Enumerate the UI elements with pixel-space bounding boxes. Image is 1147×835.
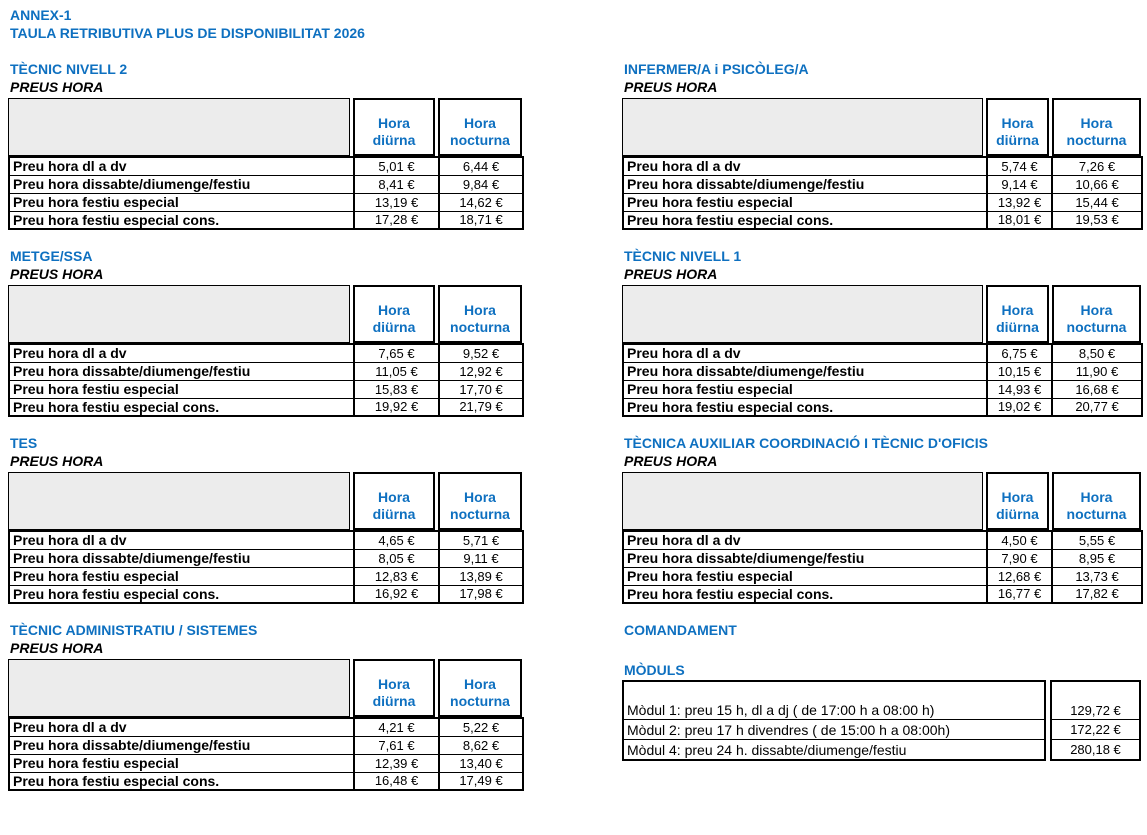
row-label: Preu hora dissabte/diumenge/festiu	[623, 549, 987, 567]
modul-label: Mòdul 2: preu 17 h divendres ( de 15:00 h a 08:00h)	[624, 719, 1044, 739]
col-header-hora-diurna: Hora diürna	[986, 98, 1049, 156]
value-diurna: 13,92 €	[987, 193, 1052, 211]
value-nocturna: 8,62 €	[439, 736, 523, 754]
price-table-section	[622, 60, 1141, 230]
annex-title: ANNEX-1	[10, 7, 72, 23]
table-row	[9, 362, 523, 380]
table-row	[9, 567, 523, 585]
table-row	[623, 567, 1142, 585]
value-diurna: 13,19 €	[354, 193, 439, 211]
section-title: METGE/SSA	[10, 248, 93, 264]
value-diurna: 19,02 €	[987, 398, 1052, 416]
table-row	[9, 175, 523, 193]
table-header-row	[8, 98, 522, 156]
header-empty-cell	[622, 472, 983, 530]
value-nocturna: 9,84 €	[439, 175, 523, 193]
section-subtitle: PREUS HORA	[624, 453, 718, 469]
row-label: Preu hora dl a dv	[623, 157, 987, 175]
section-subtitle: PREUS HORA	[10, 266, 104, 282]
price-table-body	[9, 157, 523, 229]
table-row	[9, 736, 523, 754]
value-nocturna: 9,52 €	[439, 344, 523, 362]
col-header-hora-nocturna: Hora nocturna	[438, 659, 522, 717]
price-table	[622, 530, 1143, 604]
table-row	[623, 362, 1142, 380]
table-row	[623, 549, 1142, 567]
value-nocturna: 6,44 €	[439, 157, 523, 175]
col-header-hora-diurna: Hora diürna	[986, 285, 1049, 343]
table-row	[9, 585, 523, 603]
moduls-value-column	[1050, 680, 1141, 761]
price-table-body	[9, 531, 523, 603]
table-row	[9, 380, 523, 398]
row-label: Preu hora festiu especial cons.	[623, 211, 987, 229]
col-header-hora-nocturna: Hora nocturna	[438, 285, 522, 343]
row-label: Preu hora dl a dv	[9, 718, 354, 736]
header-empty-cell	[8, 659, 350, 717]
col-header-hora-diurna: Hora diürna	[353, 659, 435, 717]
table-row	[9, 754, 523, 772]
modul-value: 280,18 €	[1052, 739, 1139, 759]
value-nocturna: 17,98 €	[439, 585, 523, 603]
table-row	[9, 549, 523, 567]
table-row	[9, 531, 523, 549]
value-nocturna: 14,62 €	[439, 193, 523, 211]
price-table	[8, 343, 524, 417]
moduls-table	[622, 680, 1141, 761]
price-table-section	[622, 434, 1141, 604]
value-nocturna: 17,70 €	[439, 380, 523, 398]
table-row	[9, 157, 523, 175]
table-header-row	[8, 659, 522, 717]
price-table-section	[622, 247, 1141, 417]
section-subtitle: PREUS HORA	[624, 266, 718, 282]
table-row	[623, 211, 1142, 229]
value-diurna: 7,90 €	[987, 549, 1052, 567]
row-label: Preu hora festiu especial cons.	[9, 772, 354, 790]
row-label: Preu hora festiu especial cons.	[623, 398, 987, 416]
table-row	[623, 157, 1142, 175]
modul-label: Mòdul 1: preu 15 h, dl a dj ( de 17:00 h a 08:00 h)	[627, 702, 935, 718]
price-table	[622, 343, 1143, 417]
price-table-section	[8, 621, 522, 791]
moduls-label-column	[622, 680, 1046, 761]
value-diurna: 4,21 €	[354, 718, 439, 736]
value-diurna: 9,14 €	[987, 175, 1052, 193]
value-nocturna: 18,71 €	[439, 211, 523, 229]
table-header-row	[622, 98, 1141, 156]
value-diurna: 15,83 €	[354, 380, 439, 398]
row-label: Preu hora festiu especial	[9, 567, 354, 585]
value-nocturna: 8,50 €	[1052, 344, 1142, 362]
value-nocturna: 17,82 €	[1052, 585, 1142, 603]
value-nocturna: 13,40 €	[439, 754, 523, 772]
col-header-hora-diurna: Hora diürna	[353, 285, 435, 343]
row-label: Preu hora dissabte/diumenge/festiu	[9, 736, 354, 754]
value-nocturna: 5,55 €	[1052, 531, 1142, 549]
comandament-title: COMANDAMENT	[624, 622, 737, 638]
table-row	[623, 193, 1142, 211]
section-title: INFERMER/A i PSICÒLEG/A	[624, 61, 809, 77]
right-column	[622, 60, 1141, 761]
value-nocturna: 12,92 €	[439, 362, 523, 380]
row-label: Preu hora festiu especial	[623, 380, 987, 398]
value-diurna: 17,28 €	[354, 211, 439, 229]
col-header-hora-nocturna: Hora nocturna	[1052, 472, 1141, 530]
table-row	[9, 344, 523, 362]
row-label: Preu hora dl a dv	[623, 531, 987, 549]
row-label: Preu hora dl a dv	[623, 344, 987, 362]
table-row	[623, 380, 1142, 398]
section-title: TÈCNIC NIVELL 2	[10, 61, 128, 77]
header-empty-cell	[8, 285, 350, 343]
row-label: Preu hora festiu especial	[9, 380, 354, 398]
value-diurna: 16,48 €	[354, 772, 439, 790]
col-header-hora-diurna: Hora diürna	[986, 472, 1049, 530]
header-empty-cell	[8, 98, 350, 156]
modul-value: 129,72 €	[1070, 703, 1121, 718]
value-diurna: 5,74 €	[987, 157, 1052, 175]
value-diurna: 8,41 €	[354, 175, 439, 193]
table-row	[9, 772, 523, 790]
value-diurna: 7,61 €	[354, 736, 439, 754]
table-row	[623, 531, 1142, 549]
table-row	[623, 344, 1142, 362]
value-diurna: 16,92 €	[354, 585, 439, 603]
left-column	[8, 60, 522, 808]
price-table-body	[9, 344, 523, 416]
value-nocturna: 7,26 €	[1052, 157, 1142, 175]
value-diurna: 14,93 €	[987, 380, 1052, 398]
price-table-body	[623, 344, 1142, 416]
row-label: Preu hora dissabte/diumenge/festiu	[9, 175, 354, 193]
row-label: Preu hora festiu especial	[9, 754, 354, 772]
section-subtitle: PREUS HORA	[624, 79, 718, 95]
value-nocturna: 5,71 €	[439, 531, 523, 549]
value-nocturna: 16,68 €	[1052, 380, 1142, 398]
moduls-title: MÒDULS	[624, 662, 685, 678]
col-header-hora-diurna: Hora diürna	[353, 98, 435, 156]
value-diurna: 10,15 €	[987, 362, 1052, 380]
table-header-row	[622, 472, 1141, 530]
value-nocturna: 8,95 €	[1052, 549, 1142, 567]
row-label: Preu hora festiu especial cons.	[9, 398, 354, 416]
value-nocturna: 20,77 €	[1052, 398, 1142, 416]
price-table-body	[623, 157, 1142, 229]
value-nocturna: 21,79 €	[439, 398, 523, 416]
value-diurna: 16,77 €	[987, 585, 1052, 603]
price-table	[8, 156, 524, 230]
row-label: Preu hora festiu especial	[623, 567, 987, 585]
value-diurna: 7,65 €	[354, 344, 439, 362]
row-label: Preu hora dissabte/diumenge/festiu	[623, 175, 987, 193]
value-diurna: 4,50 €	[987, 531, 1052, 549]
modul-value: 172,22 €	[1052, 719, 1139, 739]
section-subtitle: PREUS HORA	[10, 453, 104, 469]
section-title: TÈCNICA AUXILIAR COORDINACIÓ I TÈCNIC D'OFICIS	[624, 435, 988, 451]
section-title: TES	[10, 435, 38, 451]
table-row	[9, 211, 523, 229]
header-empty-cell	[622, 285, 983, 343]
table-row	[623, 175, 1142, 193]
value-nocturna: 13,89 €	[439, 567, 523, 585]
section-subtitle: PREUS HORA	[10, 640, 104, 656]
value-diurna: 8,05 €	[354, 549, 439, 567]
table-row	[9, 398, 523, 416]
table-row	[623, 398, 1142, 416]
value-diurna: 12,39 €	[354, 754, 439, 772]
row-label: Preu hora dissabte/diumenge/festiu	[9, 362, 354, 380]
price-table	[622, 156, 1143, 230]
col-header-hora-nocturna: Hora nocturna	[438, 98, 522, 156]
row-label: Preu hora festiu especial	[9, 193, 354, 211]
price-table-section	[8, 434, 522, 604]
row-label: Preu hora festiu especial cons.	[623, 585, 987, 603]
value-diurna: 19,92 €	[354, 398, 439, 416]
comandament-section	[622, 621, 1141, 761]
table-row	[623, 585, 1142, 603]
value-nocturna: 17,49 €	[439, 772, 523, 790]
col-header-hora-nocturna: Hora nocturna	[1052, 285, 1141, 343]
row-label: Preu hora festiu especial cons.	[9, 585, 354, 603]
doc-header	[10, 6, 365, 42]
value-nocturna: 13,73 €	[1052, 567, 1142, 585]
value-nocturna: 15,44 €	[1052, 193, 1142, 211]
col-header-hora-nocturna: Hora nocturna	[438, 472, 522, 530]
header-empty-cell	[8, 472, 350, 530]
col-header-hora-nocturna: Hora nocturna	[1052, 98, 1141, 156]
value-nocturna: 9,11 €	[439, 549, 523, 567]
value-diurna: 12,83 €	[354, 567, 439, 585]
header-empty-cell	[622, 98, 983, 156]
row-label: Preu hora dl a dv	[9, 344, 354, 362]
value-diurna: 12,68 €	[987, 567, 1052, 585]
value-diurna: 6,75 €	[987, 344, 1052, 362]
row-label: Preu hora dl a dv	[9, 157, 354, 175]
price-table-section	[8, 60, 522, 230]
table-row	[9, 718, 523, 736]
col-header-hora-diurna: Hora diürna	[353, 472, 435, 530]
row-label: Preu hora festiu especial	[623, 193, 987, 211]
page-title: TAULA RETRIBUTIVA PLUS DE DISPONIBILITAT 2026	[10, 25, 365, 41]
row-label: Preu hora dissabte/diumenge/festiu	[9, 549, 354, 567]
section-subtitle: PREUS HORA	[10, 79, 104, 95]
value-diurna: 4,65 €	[354, 531, 439, 549]
table-header-row	[8, 472, 522, 530]
section-title: TÈCNIC NIVELL 1	[624, 248, 742, 264]
value-nocturna: 19,53 €	[1052, 211, 1142, 229]
section-title: TÈCNIC ADMINISTRATIU / SISTEMES	[10, 622, 258, 638]
table-header-row	[8, 285, 522, 343]
value-nocturna: 10,66 €	[1052, 175, 1142, 193]
price-table-body	[623, 531, 1142, 603]
modul-label: Mòdul 4: preu 24 h. dissabte/diumenge/festiu	[624, 739, 1044, 759]
value-nocturna: 11,90 €	[1052, 362, 1142, 380]
value-diurna: 11,05 €	[354, 362, 439, 380]
table-header-row	[622, 285, 1141, 343]
row-label: Preu hora dissabte/diumenge/festiu	[623, 362, 987, 380]
row-label: Preu hora dl a dv	[9, 531, 354, 549]
value-nocturna: 5,22 €	[439, 718, 523, 736]
price-table	[8, 530, 524, 604]
table-row	[9, 193, 523, 211]
price-table-section	[8, 247, 522, 417]
row-label: Preu hora festiu especial cons.	[9, 211, 354, 229]
price-table-body	[9, 718, 523, 790]
price-table	[8, 717, 524, 791]
value-diurna: 18,01 €	[987, 211, 1052, 229]
value-diurna: 5,01 €	[354, 157, 439, 175]
